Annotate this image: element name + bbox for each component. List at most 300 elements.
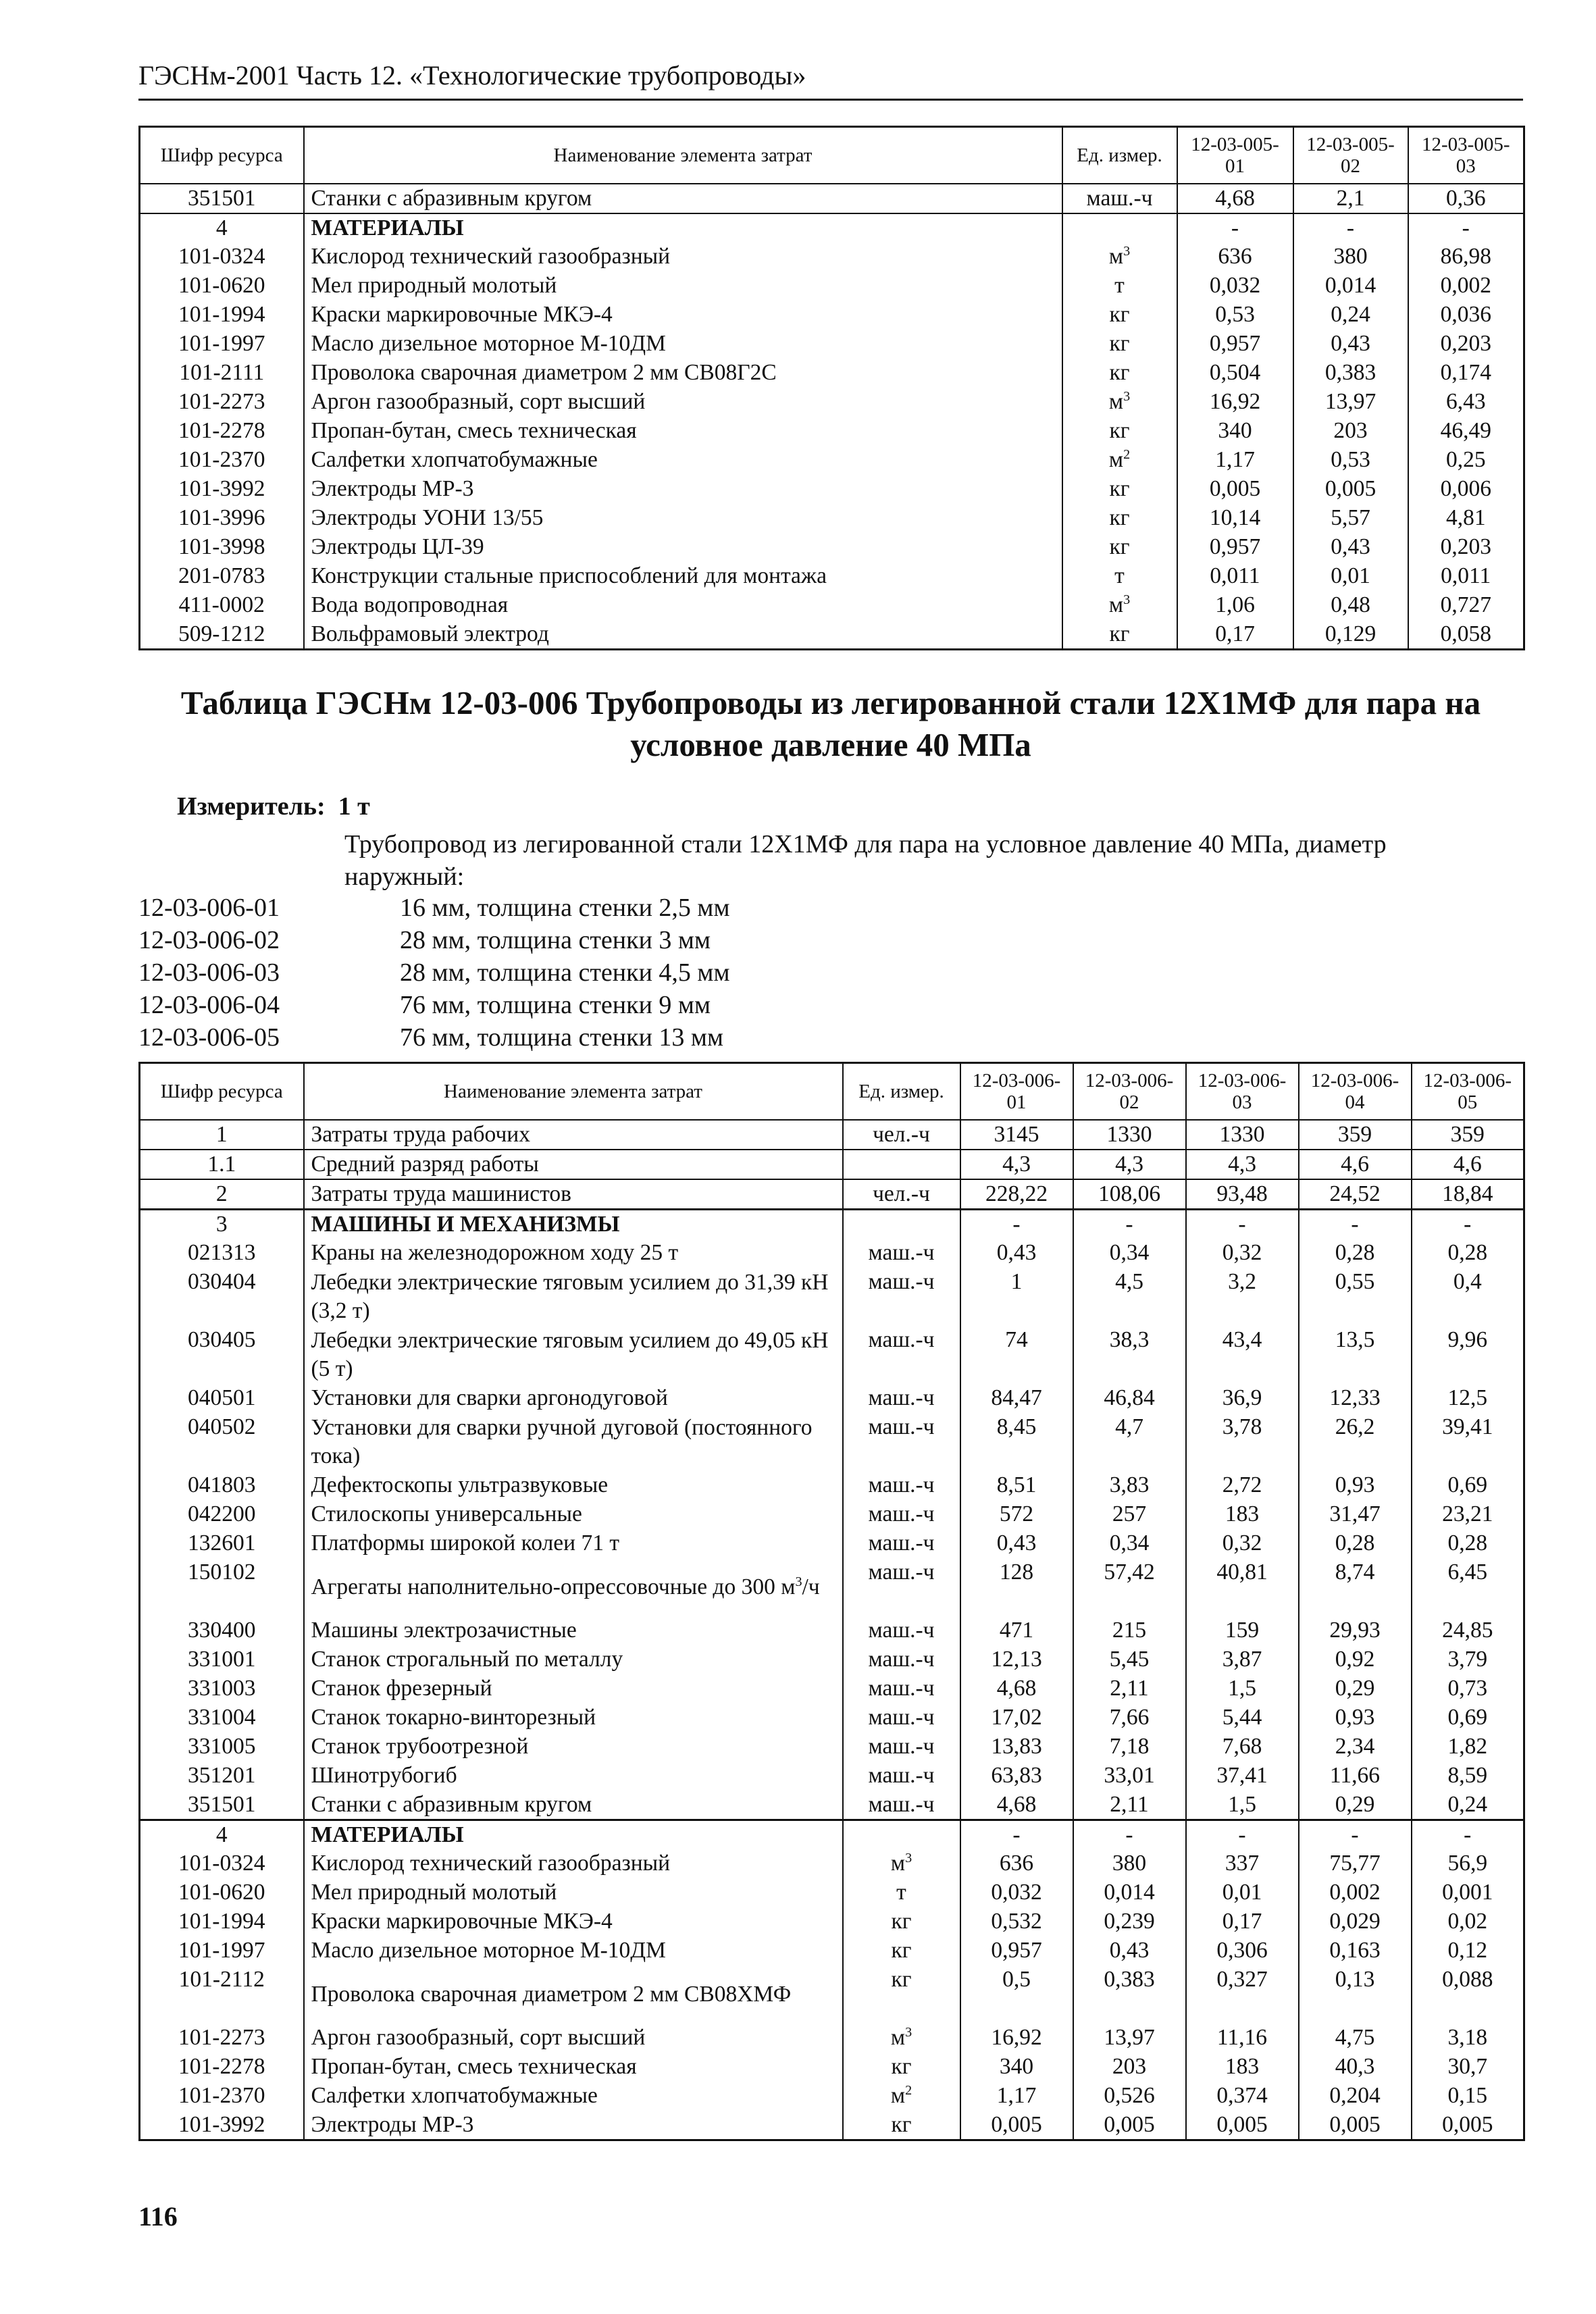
norm-value: 636 [1177, 242, 1293, 272]
norm-value: 0,01 [1186, 1878, 1299, 1907]
column-header: 12-03-006-02 [1073, 1063, 1186, 1120]
norm-value: 0,28 [1299, 1529, 1412, 1558]
norm-value: 203 [1073, 2053, 1186, 2082]
table-row [140, 1413, 1524, 1471]
table-row [140, 242, 1524, 272]
cost-item-name: Проволока сварочная диаметром 2 мм СВ08Г2С [304, 359, 1062, 388]
norm-value: 10,14 [1177, 504, 1293, 533]
resource-code: 101-2278 [140, 2053, 304, 2082]
norm-value: 13,97 [1293, 388, 1408, 417]
resource-table-006 [138, 1062, 1525, 2141]
table-title-line-2: условное давление 40 МПа [630, 726, 1031, 763]
unit-of-measure: маш.-ч [1062, 184, 1177, 213]
table-row [140, 1703, 1524, 1732]
norm-value: 0,957 [1177, 533, 1293, 562]
header-rule [138, 99, 1523, 101]
norm-value: 0,15 [1412, 2082, 1524, 2111]
norm-value: 0,058 [1408, 620, 1524, 650]
unit-of-measure: $м^3$ [1062, 388, 1177, 417]
table-row [140, 1936, 1524, 1965]
norm-value: 1,17 [1177, 446, 1293, 475]
norm-value: 7,68 [1186, 1732, 1299, 1762]
norm-value: 4,5 [1073, 1268, 1186, 1326]
page-header: ГЭСНм-2001 Часть 12. «Технологические трубопроводы» [138, 60, 806, 91]
norm-value: 3145 [960, 1120, 1073, 1150]
unit-of-measure: $м^2$ [843, 2082, 960, 2111]
norm-value: 24,85 [1412, 1616, 1524, 1645]
resource-code: 150102 [140, 1558, 304, 1616]
table-row [140, 2024, 1524, 2053]
norm-value: 0,006 [1408, 475, 1524, 504]
cost-item-name: Краны на железнодорожном ходу 25 т [304, 1239, 843, 1268]
norm-value: 0,36 [1408, 184, 1524, 213]
norm-value: 13,97 [1073, 2024, 1186, 2053]
norm-value: 3,83 [1073, 1471, 1186, 1500]
unit-of-measure: $м^3$ [843, 1849, 960, 1878]
norm-value: 4,7 [1073, 1413, 1186, 1471]
resource-code: 101-3992 [140, 2111, 304, 2140]
column-header: Наименование элемента затрат [304, 127, 1062, 184]
table-row [140, 1674, 1524, 1703]
norm-value: 63,83 [960, 1762, 1073, 1791]
column-header: 12-03-006-01 [960, 1063, 1073, 1120]
norm-value: 4,75 [1299, 2024, 1412, 2053]
unit-of-measure: кг [843, 2111, 960, 2140]
page-number: 116 [138, 2201, 178, 2232]
norm-value: 6,45 [1412, 1558, 1524, 1616]
norm-value: 257 [1073, 1500, 1186, 1529]
resource-code: 351501 [140, 1791, 304, 1820]
cost-item-name: Кислород технический газообразный [304, 242, 1062, 272]
unit-of-measure: маш.-ч [843, 1413, 960, 1471]
unit-of-measure [843, 1150, 960, 1179]
norm-value: 0,727 [1408, 591, 1524, 620]
unit-of-measure: чел.-ч [843, 1179, 960, 1210]
cost-item-name: Салфетки хлопчатобумажные [304, 446, 1062, 475]
table-row [140, 620, 1524, 650]
resource-code: 1 [140, 1120, 304, 1150]
unit-of-measure: т [1062, 272, 1177, 301]
table-row [140, 1616, 1524, 1645]
norm-value: 40,81 [1186, 1558, 1299, 1616]
table-row [140, 504, 1524, 533]
norm-value: - [1299, 1209, 1412, 1239]
unit-of-measure: кг [1062, 504, 1177, 533]
cost-item-name: Станок строгальный по металлу [304, 1645, 843, 1674]
norm-value: 0,48 [1293, 591, 1408, 620]
table-row [140, 1645, 1524, 1674]
norm-value: 0,163 [1299, 1936, 1412, 1965]
cost-item-name: Электроды МР-3 [304, 475, 1062, 504]
norm-value: 337 [1186, 1849, 1299, 1878]
norm-value: 0,24 [1412, 1791, 1524, 1820]
norm-value: 23,21 [1412, 1500, 1524, 1529]
table-row [140, 1209, 1524, 1239]
table-row [140, 272, 1524, 301]
unit-of-measure [843, 1209, 960, 1239]
column-header: 12-03-005-02 [1293, 127, 1408, 184]
norm-value: 46,49 [1408, 417, 1524, 446]
unit-of-measure: кг [1062, 417, 1177, 446]
measure-description-1: Трубопровод из легированной стали 12Х1МФ для пара на условное давление 40 МПа, диаметр [344, 830, 1387, 858]
norm-value: 0,005 [1177, 475, 1293, 504]
unit-of-measure: маш.-ч [843, 1703, 960, 1732]
unit-of-measure: $м^2$ [1062, 446, 1177, 475]
cost-item-name: Вольфрамовый электрод [304, 620, 1062, 650]
norm-value: 16,92 [960, 2024, 1073, 2053]
norm-value: 6,43 [1408, 388, 1524, 417]
unit-of-measure: кг [1062, 359, 1177, 388]
norm-value: 572 [960, 1500, 1073, 1529]
norm-value: 0,383 [1073, 1965, 1186, 2024]
norm-value: 159 [1186, 1616, 1299, 1645]
cost-item-name: Краски маркировочные МКЭ-4 [304, 301, 1062, 330]
norm-value: 4,68 [1177, 184, 1293, 213]
resource-table-005 [138, 126, 1525, 650]
norm-value: 1330 [1073, 1120, 1186, 1150]
norm-value: - [1186, 1209, 1299, 1239]
norm-value: 8,45 [960, 1413, 1073, 1471]
unit-of-measure: маш.-ч [843, 1529, 960, 1558]
cost-item-name: Электроды УОНИ 13/55 [304, 504, 1062, 533]
norm-value: 0,203 [1408, 533, 1524, 562]
resource-code: 331005 [140, 1732, 304, 1762]
norm-value: 31,47 [1299, 1500, 1412, 1529]
norm-value: - [1299, 1820, 1412, 1849]
norm-value: 5,45 [1073, 1645, 1186, 1674]
cost-item-name: Установки для сварки аргонодуговой [304, 1384, 843, 1413]
table-row [140, 388, 1524, 417]
norm-value: 0,28 [1412, 1529, 1524, 1558]
cost-item-name: Аргон газообразный, сорт высший [304, 2024, 843, 2053]
norm-value: 4,3 [960, 1150, 1073, 1179]
norm-value: 2,11 [1073, 1791, 1186, 1820]
cost-item-name: Затраты труда рабочих [304, 1120, 843, 1150]
resource-code: 1.1 [140, 1150, 304, 1179]
variant-text: 76 мм, толщина стенки 13 мм [400, 1023, 724, 1052]
measure-line [177, 790, 370, 823]
norm-value: 0,029 [1299, 1907, 1412, 1936]
unit-of-measure: маш.-ч [843, 1645, 960, 1674]
norm-value: 0,036 [1408, 301, 1524, 330]
cost-item-name: Платформы широкой колеи 71 т [304, 1529, 843, 1558]
cost-item-name: Аргон газообразный, сорт высший [304, 388, 1062, 417]
variant-code: 12-03-006-04 [138, 991, 280, 1019]
norm-value: - [1412, 1209, 1524, 1239]
norm-value: 0,203 [1408, 330, 1524, 359]
resource-code: 2 [140, 1179, 304, 1210]
resource-code: 101-1997 [140, 1936, 304, 1965]
norm-value: 0,34 [1073, 1239, 1186, 1268]
resource-code: 330400 [140, 1616, 304, 1645]
table-row [140, 2111, 1524, 2140]
norm-value: 1,5 [1186, 1674, 1299, 1703]
norm-value: 0,005 [1299, 2111, 1412, 2140]
resource-code: 101-1997 [140, 330, 304, 359]
measure-value: 1 т [338, 792, 370, 821]
norm-value: 0,002 [1408, 272, 1524, 301]
cost-item-name: Салфетки хлопчатобумажные [304, 2082, 843, 2111]
norm-value: 13,5 [1299, 1326, 1412, 1384]
norm-value: 128 [960, 1558, 1073, 1616]
cost-item-name: Вода водопроводная [304, 591, 1062, 620]
column-header: 12-03-005-01 [1177, 127, 1293, 184]
cost-item-name: Масло дизельное моторное М-10ДМ [304, 1936, 843, 1965]
norm-value: 5,57 [1293, 504, 1408, 533]
table-row [140, 1965, 1524, 2024]
unit-of-measure: маш.-ч [843, 1791, 960, 1820]
norm-value: 0,014 [1293, 272, 1408, 301]
norm-value: - [1177, 213, 1293, 242]
table-row [140, 1384, 1524, 1413]
cost-item-name: Станок фрезерный [304, 1674, 843, 1703]
norm-value: 3,18 [1412, 2024, 1524, 2053]
cost-item-name: МАШИНЫ И МЕХАНИЗМЫ [304, 1209, 843, 1239]
norm-value: 12,13 [960, 1645, 1073, 1674]
unit-of-measure: т [1062, 562, 1177, 591]
norm-value: 0,25 [1408, 446, 1524, 475]
norm-value: 0,93 [1299, 1471, 1412, 1500]
column-header: Шифр ресурса [140, 1063, 304, 1120]
table-row [140, 1878, 1524, 1907]
norm-value: 4,3 [1186, 1150, 1299, 1179]
norm-value: 0,17 [1186, 1907, 1299, 1936]
norm-value: 2,72 [1186, 1471, 1299, 1500]
norm-value: 4,81 [1408, 504, 1524, 533]
resource-code: 030404 [140, 1268, 304, 1326]
norm-value: 0,53 [1177, 301, 1293, 330]
table-row [140, 1558, 1524, 1616]
resource-code: 101-1994 [140, 301, 304, 330]
unit-of-measure: маш.-ч [843, 1268, 960, 1326]
resource-code: 351201 [140, 1762, 304, 1791]
norm-value: 0,032 [1177, 272, 1293, 301]
table-row [140, 1179, 1524, 1210]
norm-value: 0,239 [1073, 1907, 1186, 1936]
table-row [140, 1907, 1524, 1936]
norm-value: 0,526 [1073, 2082, 1186, 2111]
resource-code: 331001 [140, 1645, 304, 1674]
table-row [140, 2082, 1524, 2111]
unit-of-measure: маш.-ч [843, 1326, 960, 1384]
cost-item-name: Средний разряд работы [304, 1150, 843, 1179]
norm-value: 33,01 [1073, 1762, 1186, 1791]
norm-value: 4,3 [1073, 1150, 1186, 1179]
norm-value: 0,12 [1412, 1936, 1524, 1965]
unit-of-measure: кг [843, 1907, 960, 1936]
table-row [140, 1791, 1524, 1820]
norm-value: 636 [960, 1849, 1073, 1878]
norm-value: 3,79 [1412, 1645, 1524, 1674]
measure-description-2: наружный: [344, 863, 465, 891]
column-header: 12-03-006-05 [1412, 1063, 1524, 1120]
resource-code: 101-2278 [140, 417, 304, 446]
norm-value: 340 [960, 2053, 1073, 2082]
norm-value: 37,41 [1186, 1762, 1299, 1791]
norm-value: 12,33 [1299, 1384, 1412, 1413]
norm-value: 0,28 [1299, 1239, 1412, 1268]
cost-item-name: Стилоскопы универсальные [304, 1500, 843, 1529]
cost-item-name: Установки для сварки ручной дуговой (постоянного тока) [304, 1413, 843, 1471]
table-row [140, 1120, 1524, 1150]
resource-code: 101-2112 [140, 1965, 304, 2024]
norm-value: 8,74 [1299, 1558, 1412, 1616]
cost-item-name: Дефектоскопы ультразвуковые [304, 1471, 843, 1500]
norm-value: 0,28 [1412, 1239, 1524, 1268]
norm-value: 24,52 [1299, 1179, 1412, 1210]
resource-code: 3 [140, 1209, 304, 1239]
norm-value: 203 [1293, 417, 1408, 446]
norm-value: 380 [1073, 1849, 1186, 1878]
table-title-line-1: Таблица ГЭСНм 12-03-006 Трубопроводы из легированной стали 12Х1МФ для пара на [180, 684, 1481, 721]
resource-code: 101-0324 [140, 242, 304, 272]
table-row [140, 533, 1524, 562]
table-row [140, 1239, 1524, 1268]
norm-value: 0,13 [1299, 1965, 1412, 2024]
norm-value: 12,5 [1412, 1384, 1524, 1413]
table-row [140, 2053, 1524, 2082]
variant-code: 12-03-006-03 [138, 958, 280, 987]
norm-value: 9,96 [1412, 1326, 1524, 1384]
norm-value: 0,69 [1412, 1703, 1524, 1732]
variant-code: 12-03-006-01 [138, 894, 280, 922]
norm-value: 0,327 [1186, 1965, 1299, 2024]
resource-code: 331004 [140, 1703, 304, 1732]
norm-value: 215 [1073, 1616, 1186, 1645]
norm-value: 340 [1177, 417, 1293, 446]
norm-value: 86,98 [1408, 242, 1524, 272]
norm-value: 0,43 [960, 1239, 1073, 1268]
table-title [138, 682, 1523, 766]
norm-value: 4,6 [1412, 1150, 1524, 1179]
norm-value: 2,1 [1293, 184, 1408, 213]
unit-of-measure: маш.-ч [843, 1616, 960, 1645]
cost-item-name: Электроды МР-3 [304, 2111, 843, 2140]
column-header: Шифр ресурса [140, 127, 304, 184]
norm-value: 8,59 [1412, 1762, 1524, 1791]
resource-code: 021313 [140, 1239, 304, 1268]
norm-value: 11,66 [1299, 1762, 1412, 1791]
norm-value: 0,005 [1073, 2111, 1186, 2140]
cost-item-name: Мел природный молотый [304, 1878, 843, 1907]
table-row [140, 1150, 1524, 1179]
table-row [140, 184, 1524, 213]
cost-item-name: Лебедки электрические тяговым усилием до 31,39 кН (3,2 т) [304, 1268, 843, 1326]
resource-code: 041803 [140, 1471, 304, 1500]
cost-item-name: Пропан-бутан, смесь техническая [304, 417, 1062, 446]
norm-value: 7,18 [1073, 1732, 1186, 1762]
cost-item-name: МАТЕРИАЛЫ [304, 1820, 843, 1849]
norm-value: 13,83 [960, 1732, 1073, 1762]
norm-value: 56,9 [1412, 1849, 1524, 1878]
cost-item-name: Агрегаты наполнительно-опрессовочные до 300 $м^3/ч$ [304, 1558, 843, 1616]
resource-code: 101-2370 [140, 2082, 304, 2111]
unit-of-measure: кг [1062, 533, 1177, 562]
variant-text: 16 мм, толщина стенки 2,5 мм [400, 894, 730, 922]
unit-of-measure: маш.-ч [843, 1674, 960, 1703]
norm-value: 84,47 [960, 1384, 1073, 1413]
norm-value: 0,43 [1293, 330, 1408, 359]
norm-value: 0,29 [1299, 1791, 1412, 1820]
unit-of-measure [1062, 213, 1177, 242]
norm-value: 0,43 [960, 1529, 1073, 1558]
resource-code: 101-3998 [140, 533, 304, 562]
resource-code: 509-1212 [140, 620, 304, 650]
norm-value: 0,17 [1177, 620, 1293, 650]
norm-value: - [960, 1209, 1073, 1239]
norm-value: 0,005 [960, 2111, 1073, 2140]
norm-value: 17,02 [960, 1703, 1073, 1732]
unit-of-measure: кг [843, 1936, 960, 1965]
norm-value: 93,48 [1186, 1179, 1299, 1210]
column-header: 12-03-006-04 [1299, 1063, 1412, 1120]
norm-value: 4,68 [960, 1674, 1073, 1703]
norm-value: 0,306 [1186, 1936, 1299, 1965]
norm-value: - [1408, 213, 1524, 242]
unit-of-measure: маш.-ч [843, 1732, 960, 1762]
cost-item-name: Затраты труда машинистов [304, 1179, 843, 1210]
resource-code: 331003 [140, 1674, 304, 1703]
norm-value: 0,374 [1186, 2082, 1299, 2111]
table-row [140, 359, 1524, 388]
norm-value: 0,93 [1299, 1703, 1412, 1732]
norm-value: 0,005 [1412, 2111, 1524, 2140]
norm-value: 228,22 [960, 1179, 1073, 1210]
table-row [140, 1500, 1524, 1529]
norm-value: 0,92 [1299, 1645, 1412, 1674]
column-header: 12-03-005-03 [1408, 127, 1524, 184]
norm-value: 30,7 [1412, 2053, 1524, 2082]
unit-of-measure: чел.-ч [843, 1120, 960, 1150]
unit-of-measure: $м^3$ [1062, 591, 1177, 620]
resource-code: 101-2111 [140, 359, 304, 388]
norm-value: 0,014 [1073, 1878, 1186, 1907]
variant-code: 12-03-006-05 [138, 1023, 280, 1052]
table-row [140, 446, 1524, 475]
norm-value: 0,005 [1293, 475, 1408, 504]
norm-value: 5,44 [1186, 1703, 1299, 1732]
norm-value: 3,78 [1186, 1413, 1299, 1471]
column-header: Ед. измер. [843, 1063, 960, 1120]
norm-value: - [1293, 213, 1408, 242]
norm-value: 0,5 [960, 1965, 1073, 2024]
norm-value: 0,34 [1073, 1529, 1186, 1558]
norm-value: 8,51 [960, 1471, 1073, 1500]
table-row [140, 1268, 1524, 1326]
resource-code: 411-0002 [140, 591, 304, 620]
norm-value: 0,088 [1412, 1965, 1524, 2024]
norm-value: 57,42 [1073, 1558, 1186, 1616]
table-row [140, 591, 1524, 620]
norm-value: - [1186, 1820, 1299, 1849]
norm-value: 0,383 [1293, 359, 1408, 388]
norm-value: 3,2 [1186, 1268, 1299, 1326]
norm-value: 0,32 [1186, 1239, 1299, 1268]
norm-value: 7,66 [1073, 1703, 1186, 1732]
norm-value: 0,957 [1177, 330, 1293, 359]
table-row [140, 330, 1524, 359]
resource-code: 101-0620 [140, 272, 304, 301]
unit-of-measure: маш.-ч [843, 1471, 960, 1500]
norm-value: 74 [960, 1326, 1073, 1384]
resource-code: 042200 [140, 1500, 304, 1529]
unit-of-measure: маш.-ч [843, 1558, 960, 1616]
resource-code: 101-2273 [140, 2024, 304, 2053]
unit-of-measure: маш.-ч [843, 1762, 960, 1791]
table-row [140, 213, 1524, 242]
norm-value: 3,87 [1186, 1645, 1299, 1674]
norm-value: 359 [1299, 1120, 1412, 1150]
